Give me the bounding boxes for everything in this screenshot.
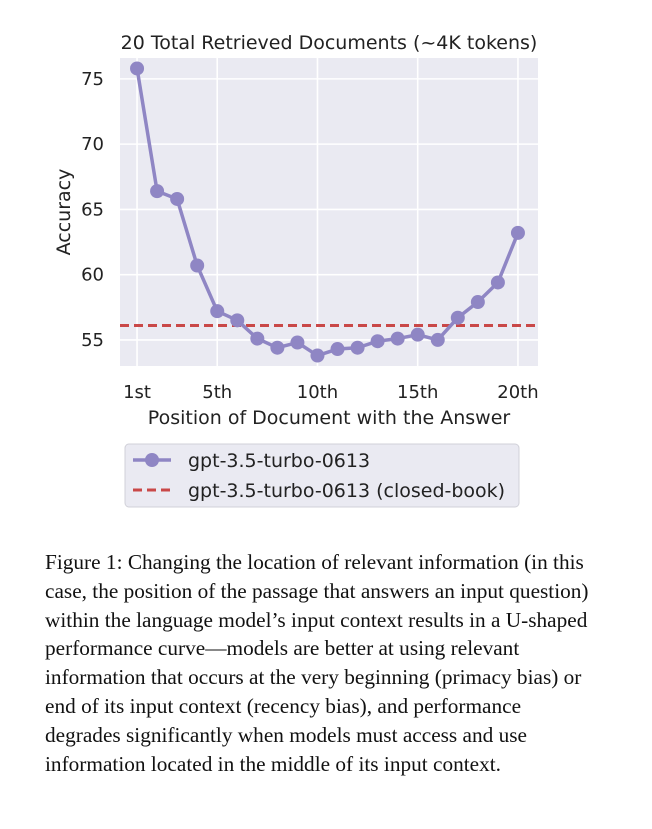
y-tick-label: 55 [81, 329, 104, 351]
data-point [331, 342, 345, 356]
x-tick-label: 5th [202, 382, 233, 403]
x-tick-label: 1st [123, 382, 151, 403]
data-point [210, 304, 224, 318]
y-tick-label: 70 [81, 134, 104, 156]
y-tick-label: 75 [81, 68, 104, 90]
x-tick-label: 10th [296, 382, 339, 403]
data-point [511, 226, 525, 240]
legend-label-closed-book: gpt-3.5-turbo-0613 (closed-book) [188, 480, 506, 502]
y-tick-label: 60 [81, 264, 104, 286]
data-point [451, 311, 465, 325]
data-point [471, 295, 485, 309]
y-axis-label: Accuracy [53, 168, 75, 256]
data-point [411, 328, 425, 342]
y-tick-labels [81, 69, 104, 351]
data-point [130, 61, 144, 75]
data-point [230, 313, 244, 327]
data-point [190, 259, 204, 273]
legend [125, 444, 519, 507]
x-tick-label: 15th [397, 382, 439, 403]
x-tick-labels [123, 382, 539, 403]
y-tick-label: 65 [81, 199, 104, 221]
data-point [491, 275, 505, 289]
data-point [431, 333, 445, 347]
data-point [270, 341, 284, 355]
data-point [351, 341, 365, 355]
data-point [371, 334, 385, 348]
data-point [391, 332, 405, 346]
data-point [170, 192, 184, 206]
data-point [310, 349, 324, 363]
legend-marker-swatch [145, 453, 159, 467]
data-point [250, 332, 264, 346]
legend-label-series: gpt-3.5-turbo-0613 [188, 450, 371, 472]
data-point [150, 184, 164, 198]
data-point [290, 336, 304, 350]
figure-caption: Figure 1: Changing the location of relevant information (in this case, the position of the passage that answers an input question) within the language model’s input context results in a U-shaped performance curve—models are better at using relevant information that occurs at the very beginning (primacy bias) or end of its input context (recency bias), and performance degrades significantly when models must access and use information located in the middle of its input context. [45, 550, 589, 776]
x-tick-label: 20th [497, 382, 539, 403]
chart-title: 20 Total Retrieved Documents (~4K tokens) [120, 32, 538, 54]
x-axis-label: Position of Document with the Answer [147, 407, 511, 429]
